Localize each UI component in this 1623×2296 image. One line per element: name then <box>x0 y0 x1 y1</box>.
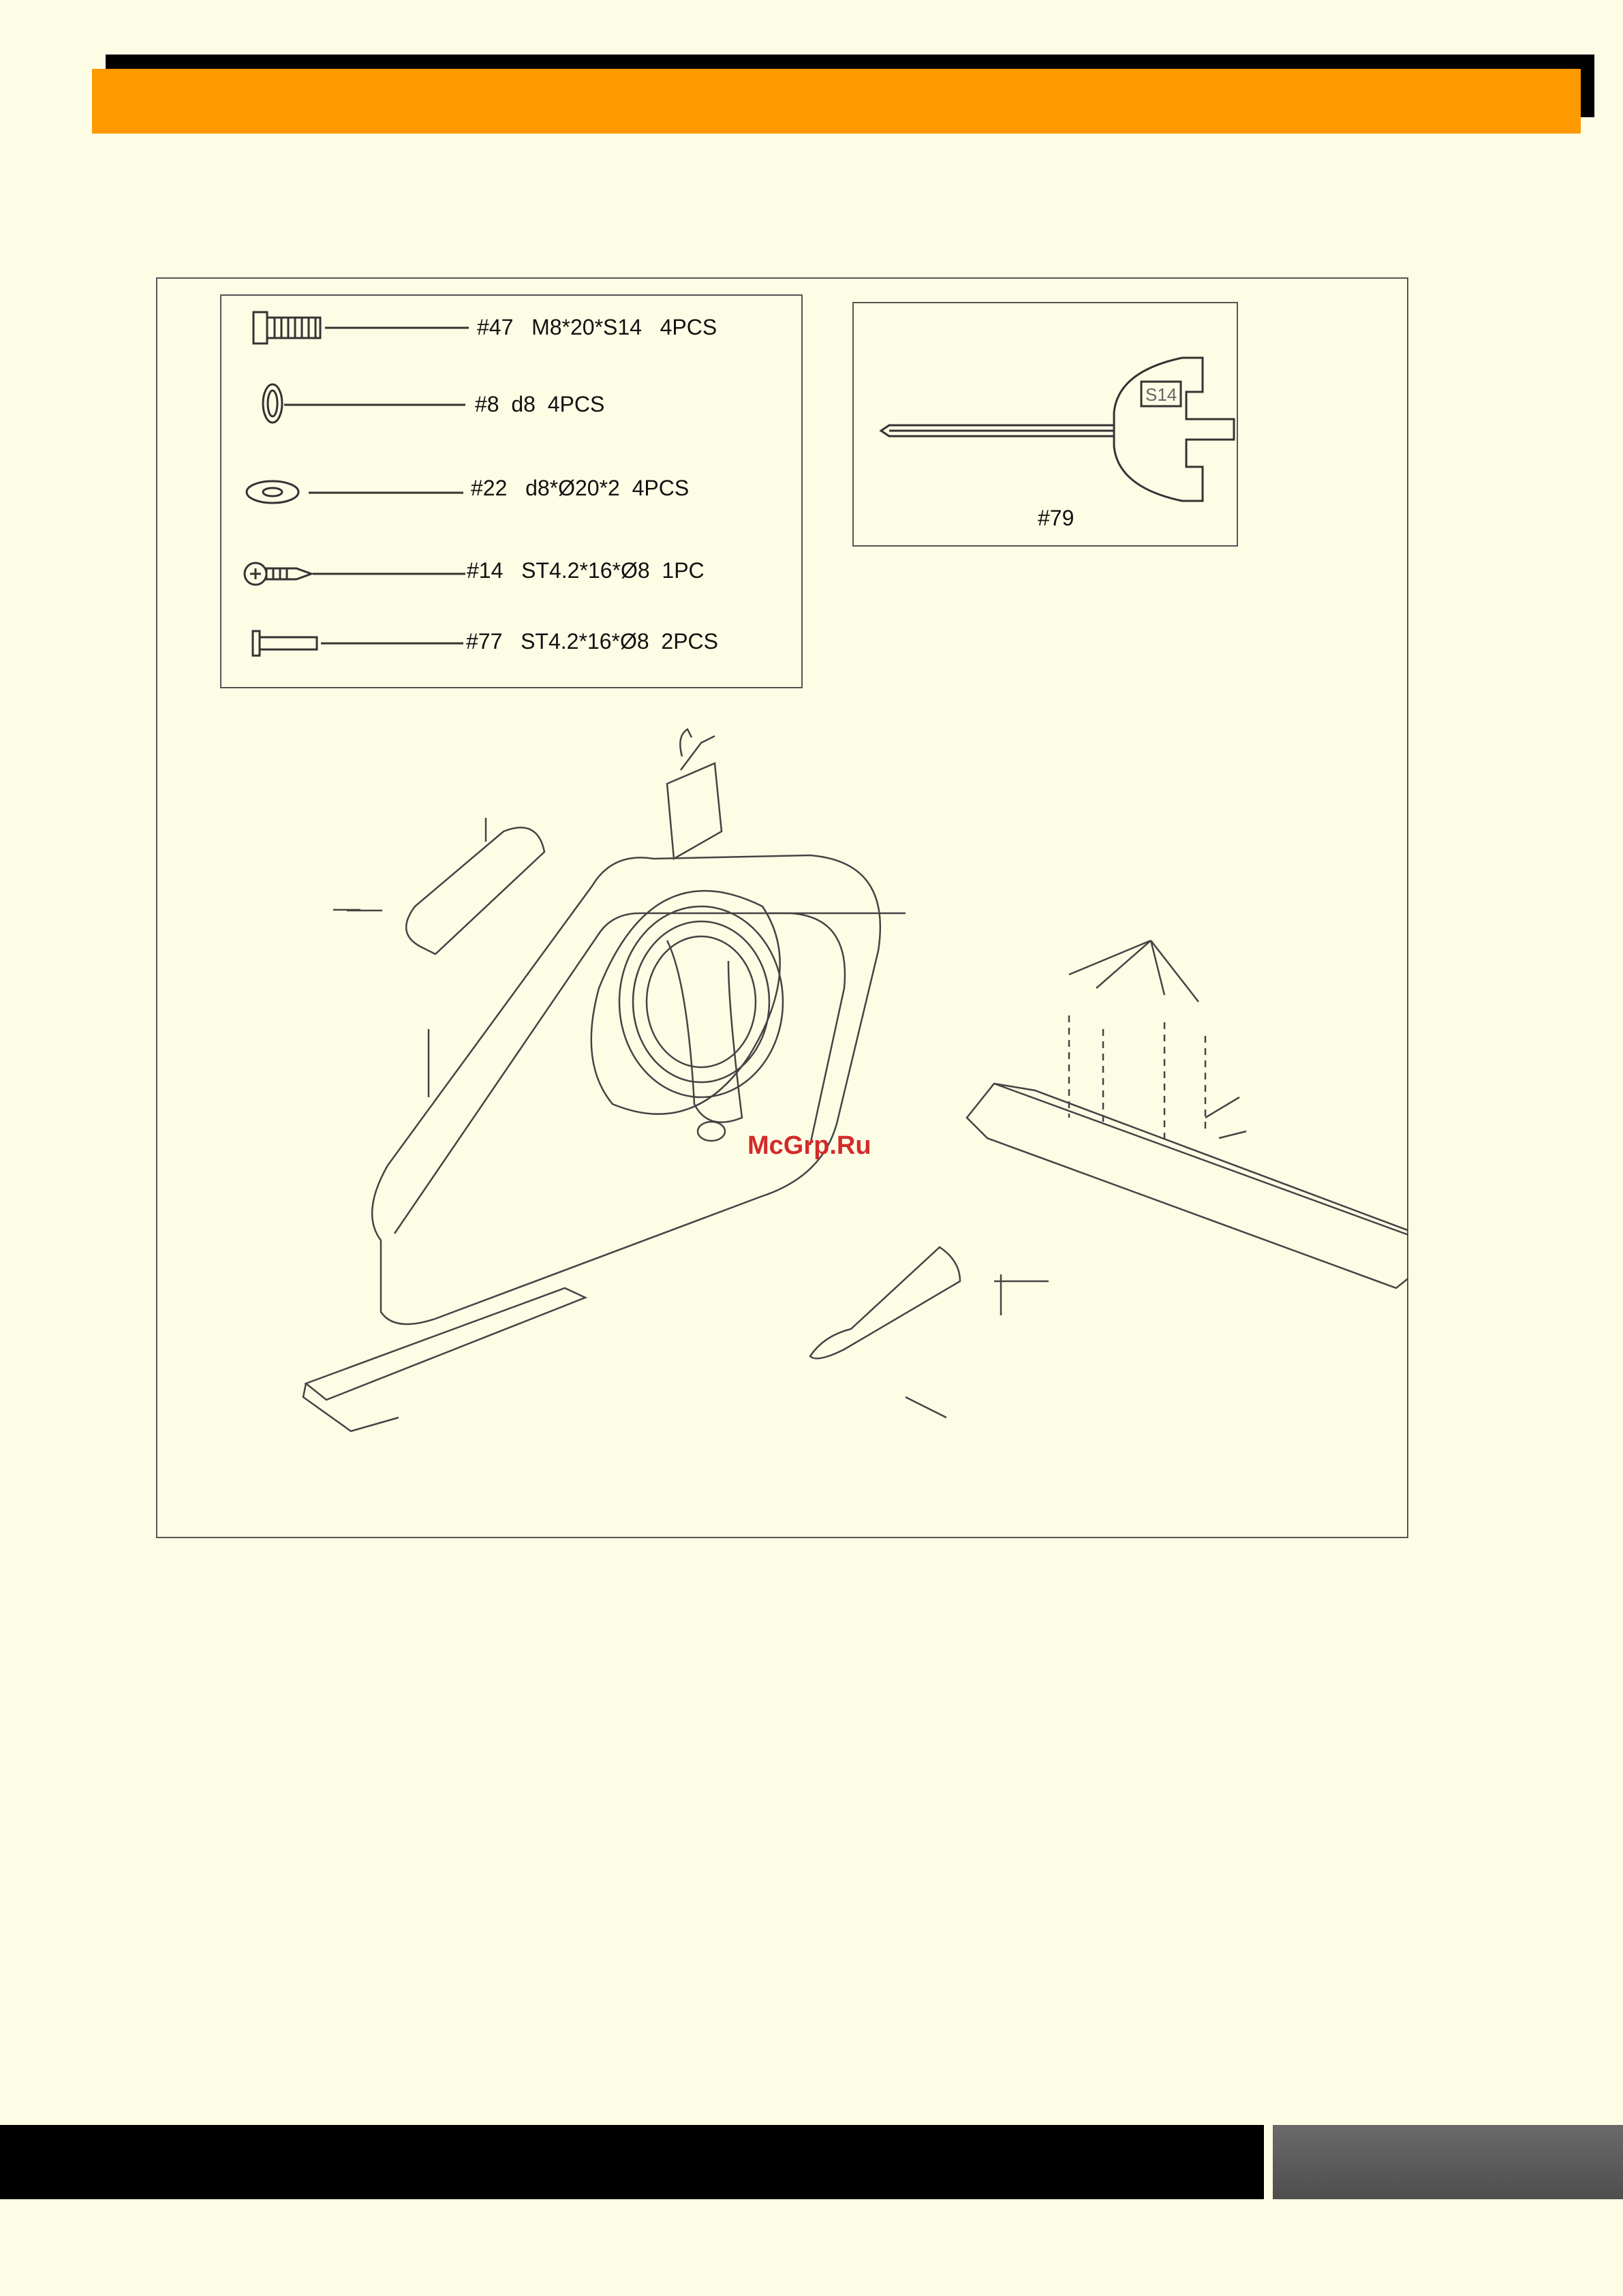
hardware-item-22: #22 d8*Ø20*2 4PCS <box>471 476 690 500</box>
crank-arm <box>667 940 742 1122</box>
tapping-screw-icon <box>245 563 465 585</box>
header-band <box>92 69 1581 134</box>
hardware-item-8: #8 d8 4PCS <box>475 392 605 416</box>
rear-stabilizer <box>967 1084 1408 1288</box>
flat-washer-icon <box>247 481 463 503</box>
main-frame <box>372 855 880 1324</box>
watermark: McGrp.Ru <box>747 1131 871 1160</box>
tool-box <box>852 302 1238 547</box>
footer-bar <box>0 2125 1264 2199</box>
hex-bolt-icon <box>253 312 469 343</box>
pan-screw-icon <box>253 631 463 656</box>
footer-page-block <box>1273 2125 1623 2199</box>
hardware-item-47: #47 M8*20*S14 4PCS <box>477 315 717 339</box>
flywheel <box>619 906 783 1097</box>
spring-washer-icon <box>263 384 465 423</box>
hardware-item-14: #14 ST4.2*16*Ø8 1PC <box>467 558 705 583</box>
front-stabilizer <box>306 1288 585 1400</box>
hardware-list-box <box>220 294 803 688</box>
wrench-size-label: S14 <box>1145 384 1177 405</box>
tool-part-label: #79 <box>1038 506 1075 530</box>
right-pedal <box>810 1247 960 1358</box>
exploded-assembly-drawing <box>156 716 1408 1499</box>
seat-post <box>667 763 722 859</box>
hardware-item-77: #77 ST4.2*16*Ø8 2PCS <box>466 629 718 654</box>
left-handle <box>406 827 544 954</box>
